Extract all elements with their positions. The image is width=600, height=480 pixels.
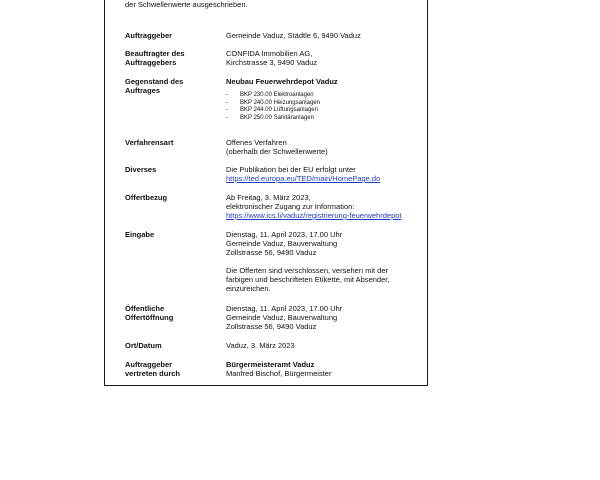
value-line: Dienstag, 11. April 2023, 17.00 Uhr <box>226 304 343 313</box>
signatory-line: Manfred Bischof, Bürgermeister <box>226 369 332 378</box>
value-gegenstand <box>226 77 426 122</box>
value-auftraggeber <box>226 31 426 40</box>
label-auftraggeber: Auftraggeber <box>125 31 173 40</box>
value-line: Zollstrasse 56, 9490 Vaduz <box>226 322 317 331</box>
label-oeffnung <box>125 304 220 322</box>
auftraggeber-address: Gemeinde Vaduz, Städtle 6, 9490 Vaduz <box>226 31 361 40</box>
label-beauftragter <box>125 49 220 67</box>
label-vertreten <box>125 360 220 378</box>
label-verfahrensart: Verfahrensart <box>125 138 174 147</box>
label-line: Auftraggeber <box>125 360 173 369</box>
bkp-list <box>226 92 426 122</box>
ics-registration-link[interactable]: https://www.ics.li/vaduz/registrierung-feuerwehrdepot <box>226 211 402 220</box>
label-line: vertreten durch <box>125 369 181 378</box>
note-line: Die Offerten sind verschlossen, versehen mit der <box>226 266 389 275</box>
value-ort-datum <box>226 341 426 350</box>
authority-name: Bürgermeisteramt Vaduz <box>226 360 315 369</box>
label-line: Öffentliche <box>125 304 165 313</box>
value-line: Gemeinde Vaduz, Bauverwaltung <box>226 313 338 322</box>
value-line: Offenes Verfahren <box>226 138 287 147</box>
label-gegenstand <box>125 77 220 95</box>
value-line: Vaduz, 3. März 2023 <box>226 341 295 350</box>
value-offertbezug <box>226 193 426 220</box>
intro-text: der Schwellenwerte ausgeschrieben. <box>125 0 248 9</box>
value-line: Zollstrasse 56, 9490 Vaduz <box>226 248 317 257</box>
project-title: Neubau Feuerwehrdepot Vaduz <box>226 77 338 86</box>
value-line: elektronischer Zugang zur Information: <box>226 202 355 211</box>
label-line: Gegenstand des <box>125 77 184 86</box>
label-eingabe: Eingabe <box>125 230 155 239</box>
value-verfahrensart <box>226 138 426 156</box>
value-line: (oberhalb der Schwellenwerte) <box>226 147 328 156</box>
note-line: farbigen und beschrifteten Etikette, mit Absender, <box>226 275 390 284</box>
value-line: Die Publikation bei der EU erfolgt unter <box>226 165 356 174</box>
value-eingabe <box>226 230 426 293</box>
value-oeffnung <box>226 304 426 331</box>
label-line: Auftraggebers <box>125 58 177 67</box>
value-line: Ab Freitag, 3. März 2023, <box>226 193 311 202</box>
label-diverses: Diverses <box>125 165 157 174</box>
label-line: Auftrages <box>125 86 161 95</box>
value-line: CONFIDA Immobilien AG, <box>226 49 313 58</box>
value-line: Kirchstrasse 3, 9490 Vaduz <box>226 58 318 67</box>
value-line: Dienstag, 11. April 2023, 17.00 Uhr <box>226 230 343 239</box>
list-item: - BKP 250.00 Sanitäranlagen <box>226 115 426 123</box>
label-line: Offertöffnung <box>125 313 174 322</box>
list-item: - BKP 240.00 Heizungsanlagen <box>226 100 426 108</box>
value-vertreten <box>226 360 426 378</box>
value-line: Gemeinde Vaduz, Bauverwaltung <box>226 239 338 248</box>
value-diverses <box>226 165 426 183</box>
list-item: - BKP 230.00 Elektroanlagen <box>226 92 426 100</box>
label-line: Beauftragter des <box>125 49 185 58</box>
label-ort-datum: Ort/Datum <box>125 341 162 350</box>
list-item: - BKP 244.00 Lüftungsanlagen <box>226 107 426 115</box>
value-beauftragter <box>226 49 426 67</box>
note-line: einzureichen. <box>226 284 271 293</box>
ted-europa-link[interactable]: https://ted.europa.eu/TED/main/HomePage.do <box>226 174 381 183</box>
spacer <box>226 257 426 266</box>
label-offertbezug: Offertbezug <box>125 193 168 202</box>
